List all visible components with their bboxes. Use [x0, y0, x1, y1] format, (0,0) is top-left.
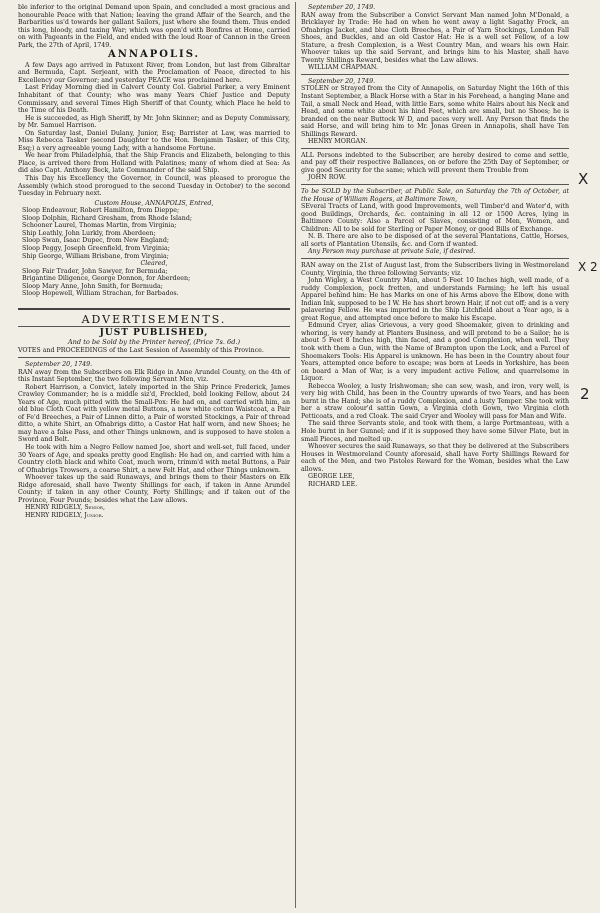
- ad-paragraph: The said three Servants stole, and took with them, a large Portmanteau, with a Hole burnt in her Gunnel; and if it is supposed they have some Silver Plate, but in small Pieces, and melted up.: [301, 420, 569, 443]
- annapolis-heading: ANNAPOLIS.: [107, 49, 201, 61]
- list-item: Sloop Peggy, Joseph Greenfield, from Virginia;: [22, 244, 170, 252]
- section-rule: [301, 258, 569, 259]
- list-item: Sloop Dolphin, Richard Gresham, from Rhode Island;: [22, 214, 193, 222]
- section-rule: [18, 326, 290, 327]
- signature: HENRY RIDGELY, Junior.: [25, 511, 104, 519]
- list-item: Sloop Swan, Isaac Dupec, from New England;: [22, 237, 169, 245]
- cleared-heading: Cleared,: [140, 260, 168, 268]
- ad-paragraph: STOLEN or Strayed from the City of Annapolis, on Saturday Night the 16th of this Instant September, a Black Horse with a Star in his Forehead, a hanging Mane and Tail, a small Neck and Head, with little Ears, some white Hairs about his Neck and Head, and some white about his hind Feet, which are small, but no Shoes; he is branded on the near Buttock W D, and paces very well. Any Person that finds the said Horse, and will bring him to Mr. Jonas Green in Annapolis, shall have Ten Shillings Reward.: [301, 85, 569, 138]
- section-rule: [301, 74, 569, 75]
- signature: HENRY MORGAN.: [308, 138, 368, 146]
- section-rule: [18, 357, 290, 358]
- ad-paragraph: N. B. There are also to be disposed of at the several Plantations, Cattle, Horses, all sorts of Plantation Utensils, &c. and Corn if wanted.: [301, 233, 569, 248]
- list-item: Schooner Laurel, Thomas Martin, from Virginia;: [22, 222, 177, 230]
- ad-paragraph: SEveral Tracts of Land, with good Improvements, well Timber'd and Water'd, with good Buildings, Orchards, &c. containing in all 12 or 1500 Acres, lying in Baltimore County: Also a Parcel of Slaves, consisting of Men, Women, and Children: All to be sold for Sterling or Paper Money, or good Bills of Exchange.: [301, 203, 569, 233]
- news-paragraph: A few Days ago arrived in Patuxent River, from London, but last from Gibraltar and Bermuda, Capt. Serjeant, with the Proclamation of Peace, directed to his Excellency our Governor; and yesterday PEACE was proclaimed here.: [18, 61, 290, 84]
- list-item: Ship George, William Brisbane, from Virginia;: [22, 252, 169, 260]
- ad-paragraph: Any Person may purchase at private Sale, if desired.: [308, 248, 476, 256]
- section-rule: [301, 184, 569, 185]
- list-item: Sloop Mary Anne, John Smith, for Bermuda;: [22, 282, 163, 290]
- right-column: [301, 4, 569, 488]
- list-item: Sloop Fair Trader, John Sawyer, for Bermuda;: [22, 267, 168, 275]
- just-published-sub: And to be Sold by the Printer hereof, (Price 7s. 6d.): [67, 337, 241, 346]
- news-paragraph: On Saturday last, Daniel Dulany, Junior, Esq; Barrister at Law, was married to Miss Rebecca Tasker (second Daughter to the Hon. Benjamin Tasker, of this City, Esq;) a very agreeable young Lady, with a handsome Fortune.: [18, 129, 290, 152]
- votes-notice: VOTES and PROCEEDINGS of the Last Session of Assembly of this Province.: [18, 347, 264, 355]
- signature: RICHARD LEE.: [308, 480, 358, 488]
- margin-mark: X: [578, 170, 589, 188]
- list-item: Sloop Endeavour, Robert Hamilton, from Dieppe;: [22, 207, 180, 215]
- margin-mark: 2: [580, 385, 590, 403]
- section-rule: [301, 148, 569, 149]
- runaway-paragraph: He took with him a Negro Fellow named Joe, short and well-set, full faced, under 30 Years of Age, and speaks pretty good English: He had on, and carried with him a Country cloth black and white Coat, much worn, trimm'd with metal Buttons, a Pair of Ofnabrigs Trowsers, a coarse Shirt, a new Felt Hat, and other Things unknown.: [18, 443, 290, 474]
- left-column: [18, 4, 290, 519]
- sale-heading: To be SOLD by the Subscriber, at Public Sale, on Saturday the 7th of October, at the House of William Rogers, at Baltimore Town,: [301, 188, 569, 203]
- list-item: Ship Leathly, John Lurkly, from Aberdeen;: [22, 229, 156, 237]
- runaway-paragraph: Whoever takes up the said Runaways, and brings them to their Masters on Elk Ridge aforesaid, shall have Twenty Shillings for each, if taken in Anne Arundel County; if taken in any other County, Forty Shillings; and if taken out of the Province, Four Pounds; besides what the Law allows.: [18, 474, 290, 504]
- signature: JOHN ROW.: [308, 174, 346, 182]
- signature: WILLIAM CHAPMAN.: [308, 64, 379, 72]
- runaway-dateline: September 20, 1749.: [25, 360, 93, 368]
- runaway-paragraph: RAN away from the Subscribers on Elk Ridge in Anne Arundel County, on the 4th of this Instant September, the two following Servant Men, viz.: [18, 368, 290, 384]
- column-divider: [295, 2, 296, 908]
- ad-paragraph: Whoever secures the said Runaways, so that they be delivered at the Subscribers Houses in Westmoreland County aforesaid, shall have Forty Shillings Reward for each of the Men, and two Pistoles Reward for the Woman, besides what the Law allows.: [301, 443, 569, 473]
- news-paragraph: We hear from Philadelphia, that the Ship Francis and Elizabeth, belonging to this Place, is arrived there from Holland with Palatines; many of whom died at Sea: As did also Capt. Anthony Beck, late Commander of the said Ship.: [18, 152, 290, 175]
- news-paragraph: This Day his Excellency the Governor, in Council, was pleased to prorogue the Assembly (which stood prorogued to the second Tuesday in October) to the second Tuesday in February next.: [18, 175, 290, 198]
- list-item: Brigantine Diligence, George Donnon, for Aberdeen;: [22, 275, 191, 283]
- entred-list: [18, 207, 290, 260]
- ad-paragraph: ALL Persons indebted to the Subscriber, are hereby desired to come and settle, and pay off their respective Ballances, on or before the 25th Day of September, or give good Security for the same; which will prevent them Trouble from: [301, 151, 569, 174]
- signature: HENRY RIDGELY, Senior,: [25, 504, 105, 512]
- list-item: Sloop Hopewell, William Strachan, for Barbados.: [22, 290, 179, 298]
- news-paragraph: Last Friday Morning died in Calvert County Col. Gabriel Parker, a very Eminent Inhabitant of that County; who was many Years Chief Justice and Deputy Commissary, and several Times High Sheriff of that County, which Place he held to the Time of his Death.: [18, 84, 290, 115]
- just-published-heading: JUST PUBLISHED,: [99, 328, 209, 339]
- ad-paragraph: Rebecca Wooley, a lusty Irishwoman; she can sew, wash, and iron, very well, is very big with Child, has been in the Country upwards of two Years, and has been burnt in the Hand; she is of a ruddy Complexion, and a lusty Temper. She took with her a straw colour'd sattin Gown, a Virginia cloth Gown, two Virginia cloth Petticoats, and a red Cloak. The said Cryer and Wooley will pass for Man and Wife.: [301, 382, 569, 420]
- ad-paragraph: RAN away from the Subscriber a Convict Servant Man named John M'Donald, a Bricklayer by Trade: He had on when he went away a light Sagathy Frock, an Ofnabrigs Jacket, and blue Cloth Breeches, a Pair of Yarn Stockings, London Fall Shoes, and Buckles, and an old Castor Hat: He is a well set Fellow, of a low Stature, a fresh Complexion, is a West Country Man, and wears his own Hair. Whoever takes up the said Servant, and brings him to his Master, shall have Twenty Shillings Reward, besides what the Law allows.: [301, 11, 569, 64]
- ad-paragraph: John Wigley, a West Country Man, about 5 Feet 10 Inches high, well made, of a ruddy Complexion, pock fretten, and understands Farming; he left his usual Apparel behind him: He has Marks on one of his Arms above the Elbow, done with Indian Ink, supposed to be I W. He has short brown Hair, if not cut off; and is a very palavering Fellow. He was imported in the Ship Litchfield about a Year ago, is a great Rogue, and attempted once before to make his Escape.: [301, 277, 569, 322]
- ad-dateline: September 20, 1749.: [308, 4, 376, 11]
- signature: GEORGE LEE,: [308, 473, 355, 481]
- news-paragraph: He is succeeded, as High Sheriff, by Mr. John Skinner; and as Deputy Commissary, by Mr. Samuel Harrison.: [18, 114, 290, 130]
- ad-paragraph: RAN away on the 21st of August last, from the Subscribers living in Westmoreland County, Virginia, the three following Servants; viz.: [301, 261, 569, 277]
- cleared-list: [18, 268, 290, 298]
- ad-dateline: September 20, 1749.: [308, 77, 376, 85]
- ad-paragraph: Edmund Cryer, alias Grievous, a very good Shoemaker, given to drinking and whoring, is very handy at Planters Business, and will pretend to be a Sailor; he is about 5 Feet 8 Inches high, thin faced, and a good Complexion, when well. They took with them a Gun, with the Name of Brampton upon the Lock, and a Parcel of Shoemakers Tools: His Apparel is unknown. He has been in the Country about four Years, attempted once before to escape; was born at Leeds in Yorkshire, has been on board a Man of War, is a very impudent active Fellow, and quarrelsome in Liquor.: [301, 322, 569, 383]
- custom-house-heading: Custom House, ANNAPOLIS, Entred,: [94, 199, 214, 207]
- runaway-paragraph: Robert Harrison, a Convict, lately imported in the Ship Prince Frederick, James Crawley Commander; he is a middle siz'd, Freckled, bold looking Fellow, about 24 Years of Age, much pitted with the Small-Pox: He had on, and carried with him, an old blue Cloth Coat with yellow metal Buttons, a new white cotton Waistcoat, a Pair of Fe'd Breeches, a Pair of Linnen ditto, a Pair of worsted Stockings, a Pair of thread ditto, a white Shirt, an Ofnabrigs ditto, a Castor Hat half worn, and new Shoes; he may have a false Pass, and other Things unknown, and is supposed to have stolen a Sword and Belt.: [18, 383, 290, 444]
- margin-mark: X 2: [578, 260, 598, 274]
- intro-paragraph: ble inferior to the original Demand upon Spain, and concluded a most gracious and honourable Peace with that Nation; leaving the grand Affair of the Search, and the Barbarities us'd towards her gallant Sailors, just where she found them. Thus ended this long, bloody, and taxing War; which was open'd with Bonfires at Home, carried on with Pageants in the Field, and ended with the loud Roar of Cannon in the Green Park, the 27th of April, 1749.: [18, 4, 290, 49]
- advertisements-heading: ADVERTISEMENTS.: [81, 312, 227, 326]
- section-rule: [18, 308, 290, 310]
